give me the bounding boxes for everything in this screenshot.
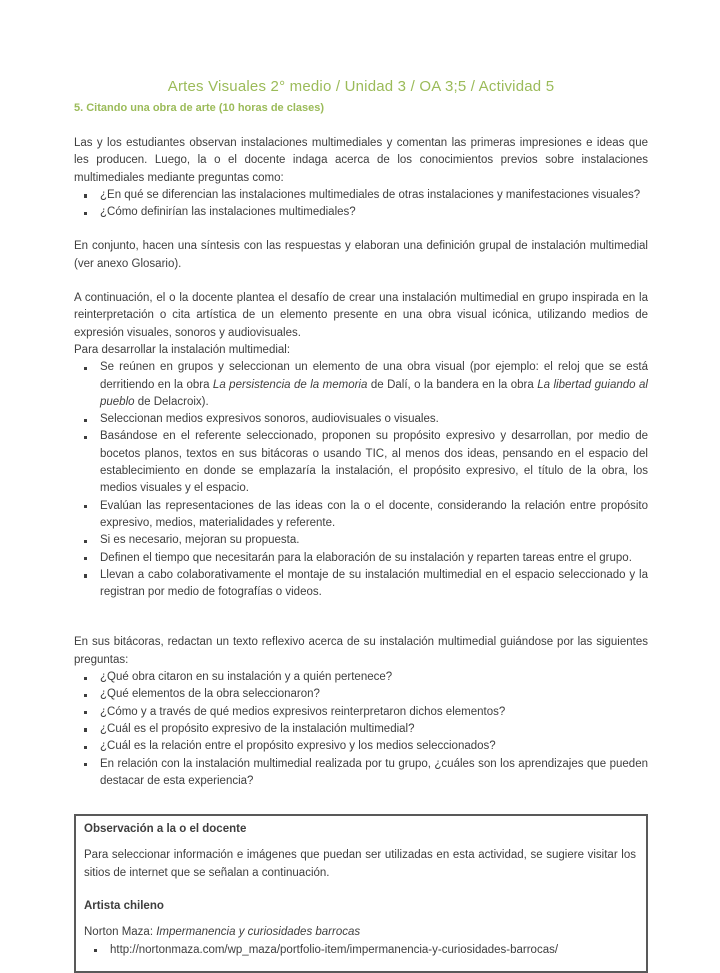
artist-name: Norton Maza: <box>84 926 157 939</box>
artist-section-heading: Artista chileno <box>84 899 164 912</box>
list-item <box>74 550 648 567</box>
development-steps-list <box>74 359 648 601</box>
reflection-intro-paragraph: En sus bitácoras, redactan un texto reflexivo acerca de su instalación multimedial guiándose por las siguientes preguntas: <box>74 636 648 666</box>
teacher-note-box <box>74 814 648 973</box>
step-text-segment: de Delacroix). <box>134 395 209 408</box>
question-text: ¿Qué obra citaron en su instalación y a quién pertenece? <box>100 671 393 684</box>
step-text-segment: de Dalí, o la bandera en la obra <box>367 378 538 391</box>
list-item <box>74 738 648 755</box>
list-item <box>74 669 648 686</box>
step-text: Definen el tiempo que necesitarán para la elaboración de su instalación y reparten tareas entre el grupo. <box>100 551 632 564</box>
list-item <box>74 204 648 221</box>
list-item <box>74 567 648 602</box>
list-item <box>74 721 648 738</box>
list-item <box>74 359 648 411</box>
intro-paragraph: Las y los estudiantes observan instalaciones multimediales y comentan las primeras impresiones e ideas que les producen. Luego, la o el docente indaga acerca de los conocimientos previos sobre instalaciones multimediales mediante preguntas como: <box>74 137 648 184</box>
activity-subtitle: 5. Citando una obra de arte (10 horas de clases) <box>74 102 325 114</box>
step-text-segment: Se reúnen en grupos y seleccionan un elemento de una obra visual (por ejemplo: el reloj que se está derritiendo en la obra <box>100 361 648 391</box>
question-text: ¿Cómo definirían las instalaciones multimediales? <box>100 206 356 219</box>
question-text: ¿Cómo y a través de qué medios expresivos reinterpretaron dichos elementos? <box>100 705 506 718</box>
list-item <box>74 532 648 549</box>
artwork-title: La persistencia de la memoria <box>212 378 368 391</box>
question-text: ¿En qué se diferencian las instalaciones multimediales de otras instalaciones y manifestaciones visuales? <box>100 188 641 201</box>
list-item <box>74 428 648 497</box>
reflection-questions-list <box>74 669 648 790</box>
step-text: Evalúan las representaciones de las ideas con la o el docente, considerando la relación entre propósito expresivo, medios, materialidades y referente. <box>100 499 648 529</box>
synthesis-paragraph: En conjunto, hacen una síntesis con las respuestas y elaboran una definición grupal de instalación multimedial (ver anexo Glosario). <box>74 240 648 270</box>
steps-lead-in: Para desarrollar la instalación multimedial: <box>74 343 291 356</box>
step-text: Basándose en el referente seleccionado, proponen su propósito expresivo y desarrollan, por medio de bocetos planos, textos en sus bitácoras o usando TIC, al menos dos ideas, pensando en el espacio del establecimiento en donde se emplazaría la instalación, el propósito expresivo, el título de la obra, los medios visuales y el espacio. <box>100 430 648 495</box>
question-text: ¿Cuál es la relación entre el propósito expresivo y los medios seleccionados? <box>100 740 496 753</box>
artwork-title: La libertad guiando al pueblo <box>100 378 648 408</box>
question-text: ¿Qué elementos de la obra seleccionaron? <box>100 688 320 701</box>
list-item <box>74 686 648 703</box>
list-item <box>74 704 648 721</box>
initial-questions-list <box>74 187 648 222</box>
step-text: Si es necesario, mejoran su propuesta. <box>100 534 300 547</box>
note-box-heading: Observación a la o el docente <box>84 823 247 836</box>
step-text: Seleccionan medios expresivos sonoros, audiovisuales o visuales. <box>100 413 439 426</box>
list-item <box>74 411 648 428</box>
artist-work-line <box>84 924 636 941</box>
note-box-body: Para seleccionar información e imágenes que puedan ser utilizadas en esta actividad, se sugiere visitar los sitios de internet que se señalan a continuación. <box>84 849 636 879</box>
challenge-paragraph: A continuación, el o la docente plantea el desafío de crear una instalación multimedial en grupo inspirada en la reinterpretación o cita artística de un elemento presente en una obra visual icónica, utilizando medios de expresión visuales, sonoros y audiovisuales. <box>74 292 648 339</box>
list-item <box>84 942 636 959</box>
step-text: Llevan a cabo colaborativamente el montaje de su instalación multimedial en el espacio seleccionado y la registran por medio de fotografías o videos. <box>100 568 648 599</box>
artist-url-link[interactable]: http://nortonmaza.com/wp_maza/portfolio-item/impermanencia-y-curiosidades-barrocas/ <box>110 943 559 956</box>
question-text: En relación con la instalación multimedial realizada por tu grupo, ¿cuáles son los aprendizajes que pueden destacar de esta experiencia? <box>100 757 648 787</box>
list-item <box>74 498 648 533</box>
list-item <box>74 187 648 204</box>
artist-work-title: Impermanencia y curiosidades barrocas <box>156 926 361 939</box>
artist-links-list <box>84 942 636 959</box>
list-item <box>74 756 648 791</box>
question-text: ¿Cuál es el propósito expresivo de la instalación multimedial? <box>100 722 415 735</box>
page-title: Artes Visuales 2° medio / Unidad 3 / OA 3;5 / Actividad 5 <box>167 78 555 95</box>
